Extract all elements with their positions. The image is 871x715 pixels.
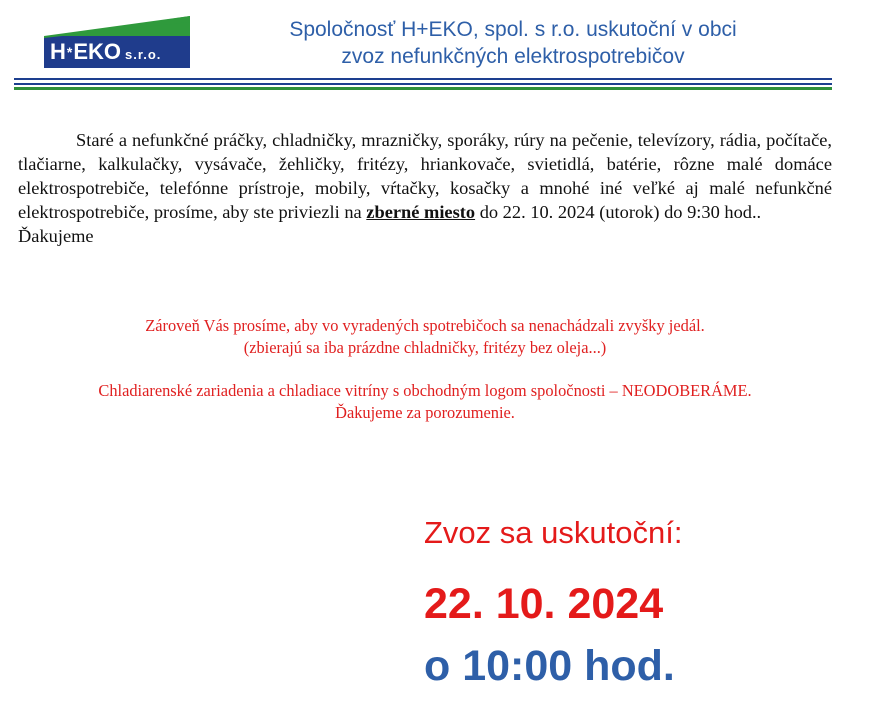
header-divider bbox=[14, 78, 832, 92]
notice-commercial-fridges-line2: Ďakujeme za porozumenie. bbox=[335, 403, 515, 422]
notice-commercial-fridges bbox=[18, 380, 832, 424]
notice-food-remains-line2: (zbierajú sa iba prázdne chladničky, fritézy bez oleja...) bbox=[243, 338, 607, 357]
pickup-date: 22. 10. 2024 bbox=[424, 580, 664, 628]
logo-suffix: s.r.o. bbox=[125, 47, 162, 62]
notice-food-remains-line1: Zároveň Vás prosíme, aby vo vyradených spotrebičoch sa nenachádzali zvyšky jedál. bbox=[145, 316, 705, 335]
collection-point-highlight: zberné miesto bbox=[366, 202, 476, 222]
page-title-line2: zvoz nefunkčných elektrospotrebičov bbox=[341, 45, 685, 68]
company-logo bbox=[44, 16, 190, 68]
notice-food-remains bbox=[18, 315, 832, 359]
logo-wordmark bbox=[50, 40, 161, 67]
paragraph-text-part1: Staré a nefunkčné práčky, chladničky, mrazničky, sporáky, rúry na pečenie, televízory, rádia, počítače, tlačiarne, kalkulačky, vysávače, žehličky, fritézy, hriankovače, svietidlá, batérie, rôzne malé domáce elektrospotrebiče, telefónne prístroje, mobily, vŕtačky, kosačky a mnohé iné veľké aj malé nefunkčné elektrospotrebiče, prosíme, aby ste priviezli na bbox=[18, 130, 832, 222]
paragraph-thanks: Ďakujeme bbox=[18, 226, 94, 246]
divider-line-navy-1 bbox=[14, 78, 832, 80]
page-title bbox=[190, 16, 836, 70]
divider-line-green bbox=[14, 87, 832, 90]
logo-star-icon: * bbox=[66, 44, 73, 60]
logo-brand-h: H bbox=[50, 39, 66, 64]
logo-brand-rest: EKO bbox=[73, 39, 122, 64]
pickup-heading: Zvoz sa uskutoční: bbox=[424, 515, 683, 550]
pickup-time: o 10:00 hod. bbox=[424, 642, 675, 690]
page-title-line1: Spoločnosť H+EKO, spol. s r.o. uskutoční v obci bbox=[289, 18, 737, 41]
notice-commercial-fridges-line1: Chladiarenské zariadenia a chladiace vitríny s obchodným logom spoločnosti – NEODOBERÁME. bbox=[98, 381, 752, 400]
divider-line-navy-2 bbox=[14, 83, 832, 85]
paragraph-text-part2: do 22. 10. 2024 (utorok) do 9:30 hod.. bbox=[479, 202, 762, 222]
main-paragraph bbox=[18, 128, 832, 248]
